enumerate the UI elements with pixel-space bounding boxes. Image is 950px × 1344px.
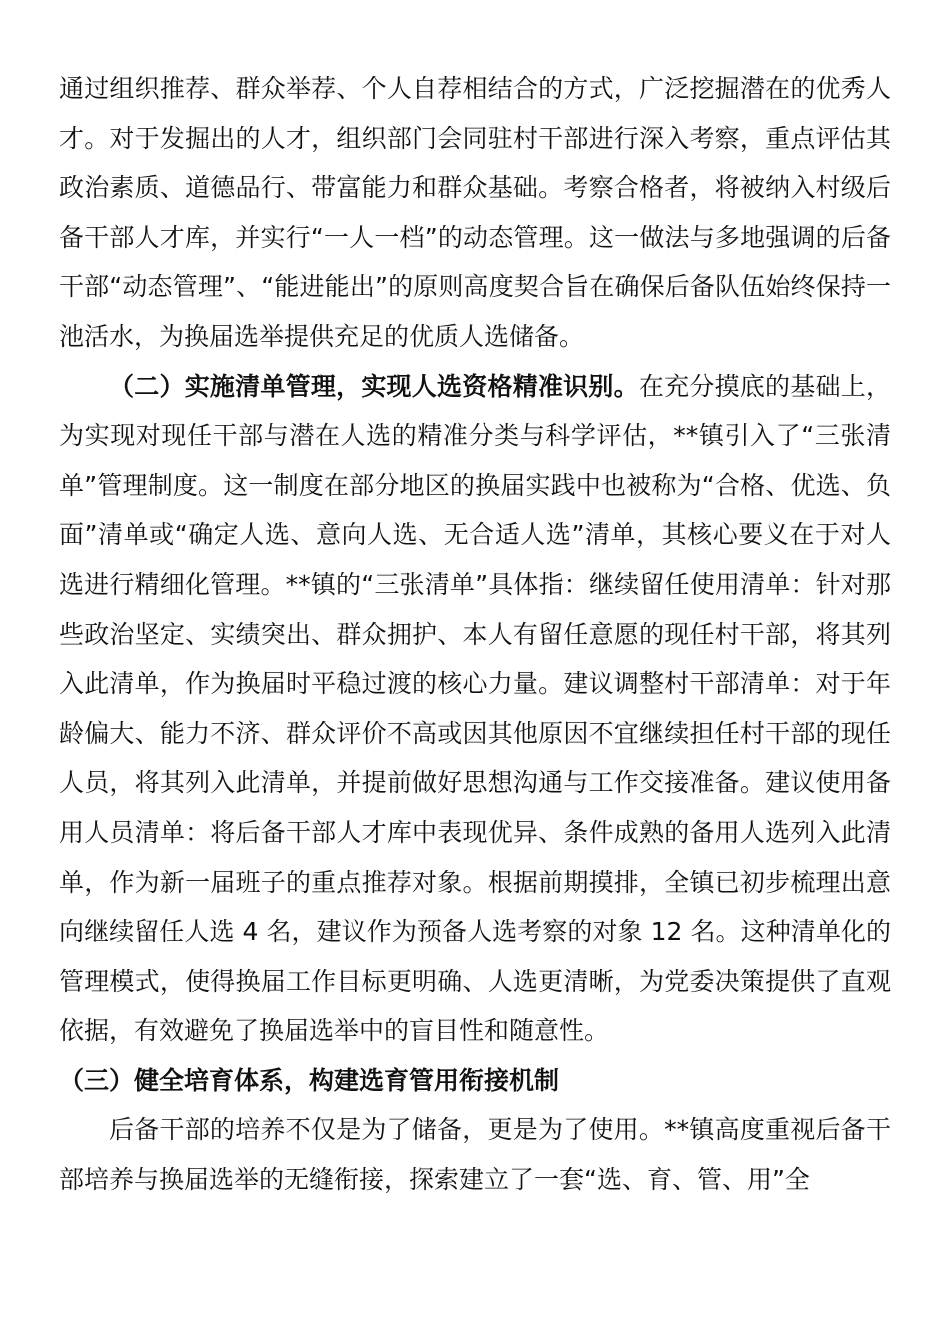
document-body [59,64,891,1205]
section-body-list-management: 在充分摸底的基础上，为实现对现任干部与潜在人选的精准分类与科学评估，**镇引入了“三张清单”管理制度。这一制度在部分地区的换届实践中也被称为“合格、优选、负面”清单或“确定人选、意向人选、无合适人选”清单，其核心要义在于对人选进行精细化管理。**镇的“三张清单”具体指：继续留任使用清单：针对那些政治坚定、实绩突出、群众拥护、本人有留任意愿的现任村干部，将其列入此清单，作为换届时平稳过渡的核心力量。建议调整村干部清单：对于年龄偏大、能力不济、群众评价不高或因其他原因不宜继续担任村干部的现任人员，将其列入此清单，并提前做好思想沟通与工作交接准备。建议使用备用人员清单：将后备干部人才库中表现优异、条件成熟的备用人选列入此清单，作为新一届班子的重点推荐对象。根据前期摸排，全镇已初步梳理出意向继续留任人选 4 名，建议作为预备人选考察的对象 12 名。这种清单化的管理模式，使得换届工作目标更明确、人选更清晰，为党委决策提供了直观依据，有效避免了换届选举中的盲目性和随意性。 [59,371,891,1046]
section-heading-list-management: （二）实施清单管理，实现人选资格精准识别。 [109,371,639,401]
paragraph-list-management [59,362,891,1056]
section-heading-training-system: （三）健全培育体系，构建选育管用衔接机制 [59,1065,560,1095]
paragraph-training-system: 后备干部的培养不仅是为了储备，更是为了使用。**镇高度重视后备干部培养与换届选举的无缝衔接，探索建立了一套“选、育、管、用”全 [59,1115,891,1195]
paragraph-talent-discovery: 通过组织推荐、群众举荐、个人自荐相结合的方式，广泛挖掘潜在的优秀人才。对于发掘出的人才，组织部门会同驻村干部进行深入考察，重点评估其政治素质、道德品行、带富能力和群众基础。考察合格者，将被纳入村级后备干部人才库，并实行“一人一档”的动态管理。这一做法与多地强调的后备干部“动态管理”、“能进能出”的原则高度契合旨在确保后备队伍始终保持一池活水，为换届选举提供充足的优质人选储备。 [59,74,891,351]
